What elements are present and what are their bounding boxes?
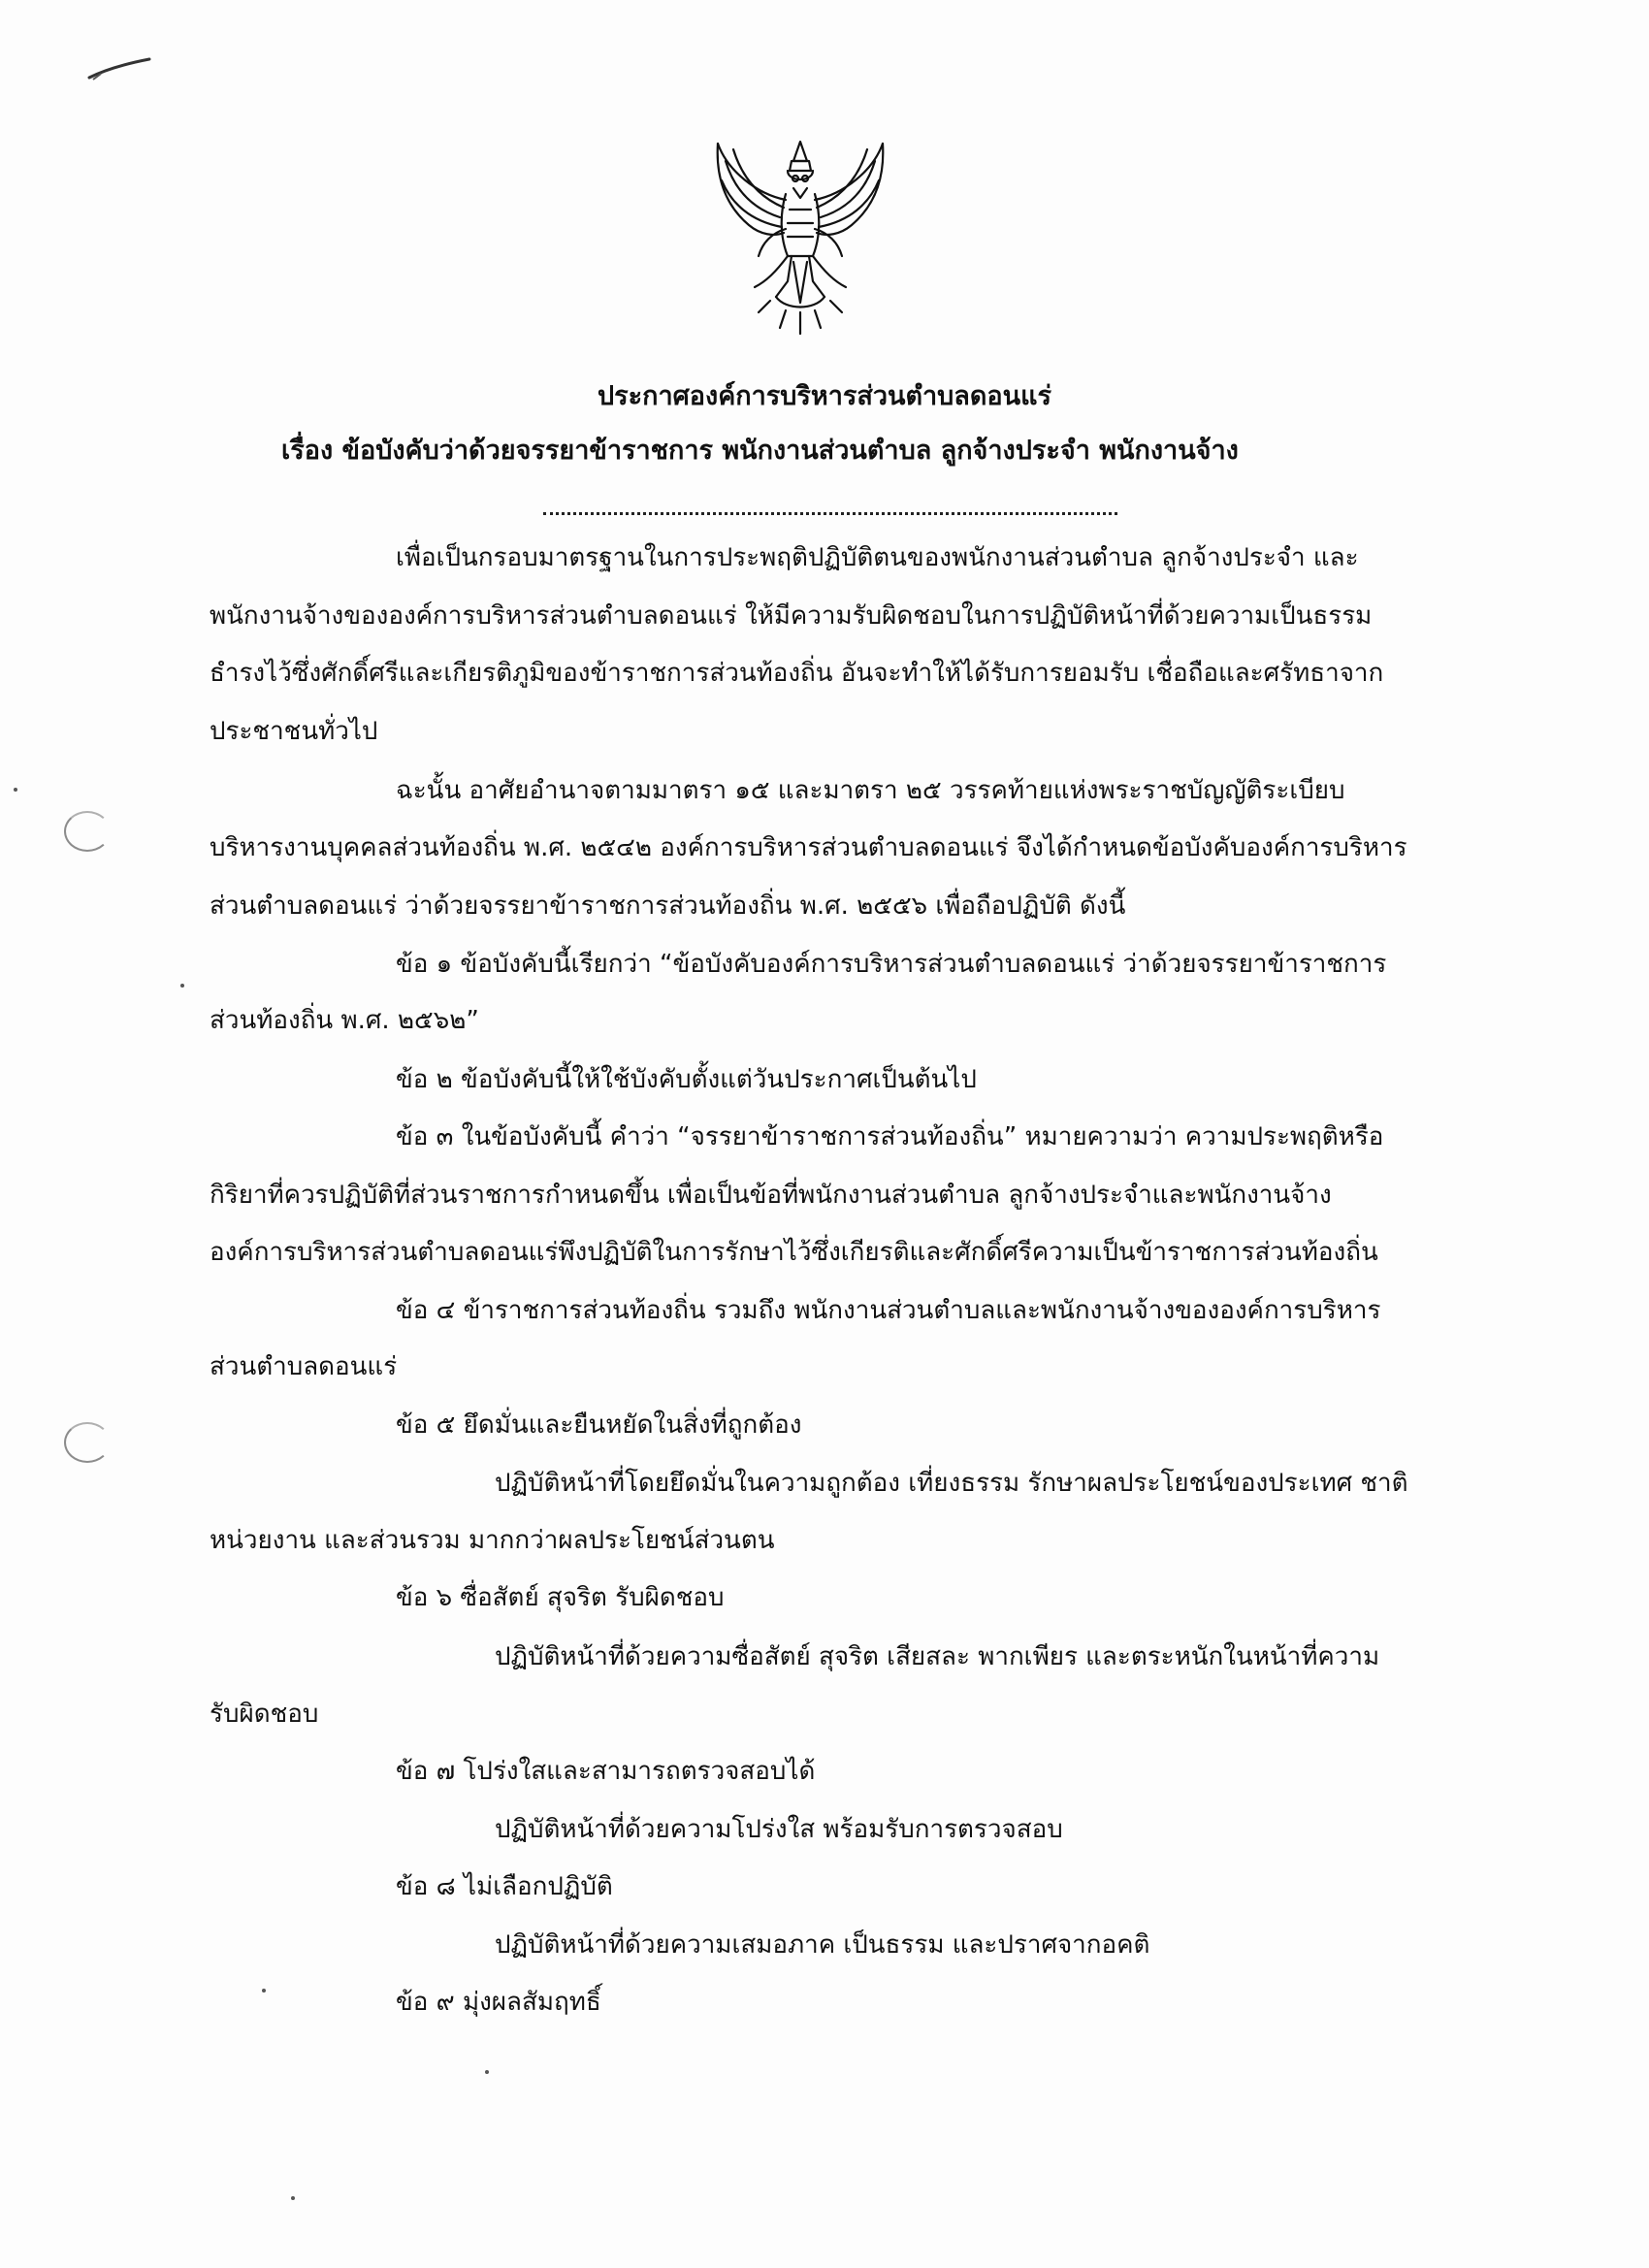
body-line: บริหารงานบุคคลส่วนท้องถิ่น พ.ศ. ๒๕๔๒ องค์การบริหารส่วนตำบลดอนแร่ จึงได้กำหนดข้อบังคับองค์การบริหาร	[210, 833, 1407, 862]
body-line: ฉะนั้น อาศัยอำนาจตามมาตรา ๑๕ และมาตรา ๒๕ วรรคท้ายแห่งพระราชบัญญัติระเบียบ	[396, 776, 1345, 805]
clause-6: ข้อ ๖ ซื่อสัตย์ สุจริต รับผิดชอบ	[396, 1583, 725, 1612]
scan-speck	[485, 2070, 489, 2074]
scan-speck	[291, 2196, 295, 2200]
clause-9: ข้อ ๙ มุ่งผลสัมฤทธิ์	[396, 1988, 601, 2017]
clause-2: ข้อ ๒ ข้อบังคับนี้ให้ใช้บังคับตั้งแต่วันประกาศเป็นต้นไป	[396, 1065, 977, 1094]
announcement-title: ประกาศองค์การบริหารส่วนตำบลดอนแร่	[598, 381, 1051, 411]
body-line: ส่วนตำบลดอนแร่	[210, 1352, 398, 1381]
dotted-divider	[543, 512, 1117, 515]
body-line: ธำรงไว้ซึ่งศักดิ์ศรีและเกียรติภูมิของข้าราชการส่วนท้องถิ่น อันจะทำให้ได้รับการยอมรับ เชื่อถือและศรัทธาจาก	[210, 659, 1384, 688]
scan-speck	[262, 1989, 266, 1993]
punch-hole-top	[64, 811, 111, 852]
body-line: องค์การบริหารส่วนตำบลดอนแร่พึงปฏิบัติในการรักษาไว้ซึ่งเกียรติและศักดิ์ศรีความเป็นข้าราชการส่วนท้องถิ่น	[210, 1238, 1378, 1267]
clause-3: ข้อ ๓ ในข้อบังคับนี้ คำว่า “จรรยาข้าราชการส่วนท้องถิ่น” หมายความว่า ความประพฤติหรือ	[396, 1122, 1384, 1151]
body-line: ปฏิบัติหน้าที่โดยยึดมั่นในความถูกต้อง เที่ยงธรรม รักษาผลประโยชน์ของประเทศ ชาติ	[495, 1469, 1408, 1498]
body-line: หน่วยงาน และส่วนรวม มากกว่าผลประโยชน์ส่วนตน	[210, 1526, 775, 1555]
body-line: ปฏิบัติหน้าที่ด้วยความซื่อสัตย์ สุจริต เสียสละ พากเพียร และตระหนักในหน้าที่ความ	[495, 1642, 1380, 1671]
clause-5: ข้อ ๕ ยึดมั่นและยืนหยัดในสิ่งที่ถูกต้อง	[396, 1410, 802, 1440]
clause-8: ข้อ ๘ ไม่เลือกปฏิบัติ	[396, 1872, 613, 1901]
body-line: ส่วนตำบลดอนแร่ ว่าด้วยจรรยาข้าราชการส่วนท้องถิ่น พ.ศ. ๒๕๕๖ เพื่อถือปฏิบัติ ดังนี้	[210, 891, 1126, 921]
scan-speck	[14, 788, 17, 792]
body-line: กิริยาที่ควรปฏิบัติที่ส่วนราชการกำหนดขึ้น เพื่อเป็นข้อที่พนักงานส่วนตำบล ลูกจ้างประจำและพนักงานจ้าง	[210, 1181, 1332, 1210]
body-line: ประชาชนทั่วไป	[210, 717, 378, 746]
body-line: ปฏิบัติหน้าที่ด้วยความเสมอภาค เป็นธรรม และปราศจากอคติ	[495, 1930, 1150, 1960]
pen-stroke-mark	[85, 56, 153, 81]
body-line: พนักงานจ้างขององค์การบริหารส่วนตำบลดอนแร่ ให้มีความรับผิดชอบในการปฏิบัติหน้าที่ด้วยความเป็นธรรม	[210, 601, 1373, 631]
clause-7: ข้อ ๗ โปร่งใสและสามารถตรวจสอบได้	[396, 1757, 816, 1786]
clause-4: ข้อ ๔ ข้าราชการส่วนท้องถิ่น รวมถึง พนักงานส่วนตำบลและพนักงานจ้างขององค์การบริหาร	[396, 1296, 1381, 1325]
body-line: เพื่อเป็นกรอบมาตรฐานในการประพฤติปฏิบัติตนของพนักงานส่วนตำบล ลูกจ้างประจำ และ	[396, 543, 1359, 572]
body-line: รับผิดชอบ	[210, 1700, 319, 1729]
announcement-subject: เรื่อง ข้อบังคับว่าด้วยจรรยาข้าราชการ พนักงานส่วนตำบล ลูกจ้างประจำ พนักงานจ้าง	[281, 436, 1239, 466]
garuda-emblem-icon	[698, 136, 902, 340]
body-line: ปฏิบัติหน้าที่ด้วยความโปร่งใส พร้อมรับการตรวจสอบ	[495, 1815, 1063, 1844]
clause-1: ข้อ ๑ ข้อบังคับนี้เรียกว่า “ข้อบังคับองค์การบริหารส่วนตำบลดอนแร่ ว่าด้วยจรรยาข้าราชการ	[396, 950, 1387, 979]
body-line: ส่วนท้องถิ่น พ.ศ. ๒๕๖๒”	[210, 1006, 479, 1035]
punch-hole-bottom	[64, 1422, 111, 1463]
scan-speck	[180, 984, 184, 988]
